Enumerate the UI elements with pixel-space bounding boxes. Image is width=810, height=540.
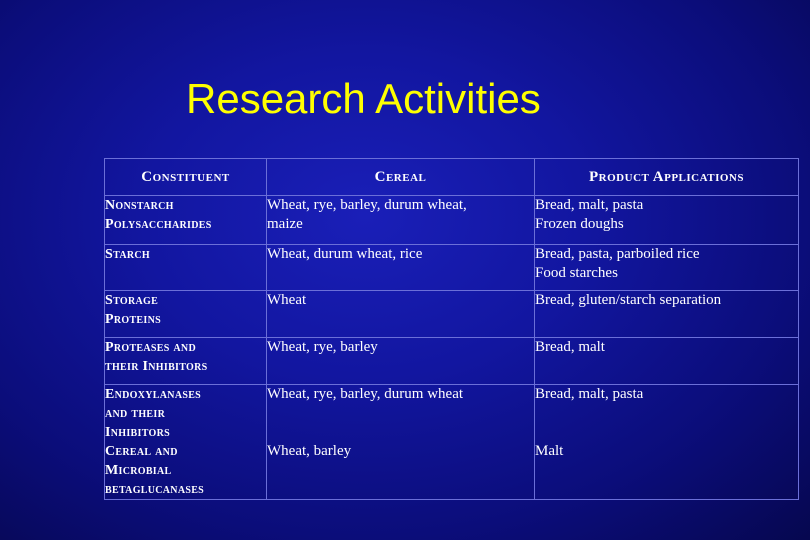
constituent-cell bbox=[105, 385, 267, 500]
cereal-cell bbox=[267, 245, 535, 291]
cereal-text: Wheat, rye, barley, durum wheat Wheat, barley bbox=[267, 386, 464, 459]
cereal-text: Wheat, rye, barley, durum wheat, maize bbox=[267, 197, 467, 232]
constituent-label: Proteases and their Inhibitors bbox=[105, 340, 208, 374]
cereal-text: Wheat, rye, barley bbox=[267, 339, 378, 355]
table-header-row bbox=[105, 159, 799, 196]
table-row bbox=[105, 385, 799, 500]
products-cell bbox=[535, 291, 799, 338]
constituent-cell bbox=[105, 196, 267, 245]
products-text: Bread, gluten/starch separation bbox=[535, 292, 722, 308]
table-row bbox=[105, 291, 799, 338]
research-table bbox=[104, 158, 799, 500]
cereal-text: Wheat, durum wheat, rice bbox=[267, 246, 423, 262]
slide-title: Research Activities bbox=[186, 75, 541, 122]
cereal-cell bbox=[267, 196, 535, 245]
products-cell bbox=[535, 245, 799, 291]
table-row bbox=[105, 196, 799, 245]
constituent-label: Storage Proteins bbox=[105, 293, 161, 327]
constituent-cell bbox=[105, 291, 267, 338]
constituent-cell bbox=[105, 245, 267, 291]
products-cell bbox=[535, 385, 799, 500]
header-constituent: Constituent bbox=[105, 159, 267, 196]
header-product-applications: Product Applications bbox=[535, 159, 799, 196]
constituent-cell bbox=[105, 338, 267, 385]
constituent-label: Starch bbox=[105, 247, 150, 262]
products-text: Bread, malt, pasta Malt bbox=[535, 386, 644, 459]
cereal-cell bbox=[267, 291, 535, 338]
products-cell bbox=[535, 196, 799, 245]
table-row bbox=[105, 338, 799, 385]
products-cell bbox=[535, 338, 799, 385]
cereal-text: Wheat bbox=[267, 292, 307, 308]
products-text: Bread, malt bbox=[535, 339, 605, 355]
header-cereal: Cereal bbox=[267, 159, 535, 196]
products-text: Bread, pasta, parboiled rice Food starches bbox=[535, 246, 700, 281]
constituent-label: Nonstarch Polysaccharides bbox=[105, 198, 212, 232]
table-row bbox=[105, 245, 799, 291]
constituent-label: Endoxylanases and their Inhibitors Cereal and Microbial betaglucanases bbox=[105, 387, 205, 497]
products-text: Bread, malt, pasta Frozen doughs bbox=[535, 197, 644, 232]
cereal-cell bbox=[267, 338, 535, 385]
cereal-cell bbox=[267, 385, 535, 500]
